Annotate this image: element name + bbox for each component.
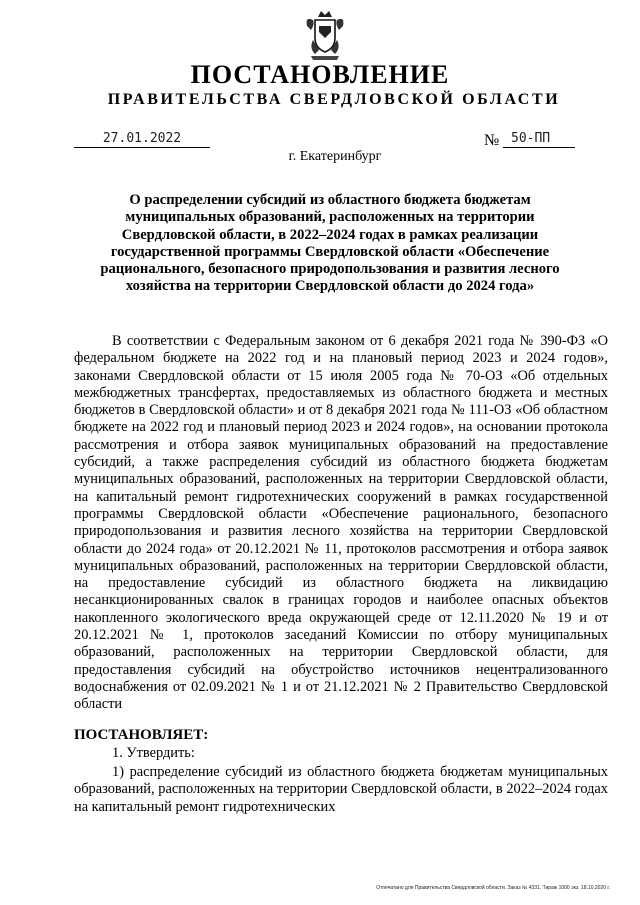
document-title: О распределении субсидий из областного бюджета бюджетам муниципальных образований, расположенных на территории Свердловской области, в 2022–2024 годах в рамках реализации государственной программы Свердловской области «Обеспечение рационального, безопасного природопользования и развития лесного хозяйства на территории Свердловской области до 2024 года» — [100, 192, 560, 295]
resolves-heading: ПОСТАНОВЛЯЕТ: — [74, 727, 209, 743]
number-label: № — [484, 132, 500, 149]
issue-city: г. Екатеринбург — [288, 149, 382, 164]
document-number: 50-ПП — [503, 131, 575, 148]
issuing-authority: ПРАВИТЕЛЬСТВА СВЕРДЛОВСКОЙ ОБЛАСТИ — [107, 91, 561, 108]
document-date: 27.01.2022 — [74, 131, 210, 148]
preamble-paragraph: В соответствии с Федеральным законом от 6 декабря 2021 года № 390-ФЗ «О федеральном бюджете на 2022 год и на плановый период 2023 и 2024 годов», законами Свердловской области от 15 июля 2005 года № 70-ОЗ «Об отдельных межбюджетных трансфертах, предоставляемых из областного бюджета и местных бюджетов в Свердловской области» и от 8 декабря 2021 года № 111-ОЗ «Об областном бюджете на 2022 год и плановый период 2023 и 2024 годов», на основании протокола рассмотрения и отбора заявок муниципальных образований на предоставление субсидий, а также распределения субсидий из областного бюджета бюджетам муниципальных образований, расположенных на территории Свердловской области, на капитальный ремонт гидротехнических сооружений в рамках государственной программы Свердловской области «Обеспечение рационального, безопасного природопользования и развития лесного хозяйства на территории Свердловской области до 2024 года» от 20.12.2021 № 11, протоколов рассмотрения и отбора заявок муниципальных образований, расположенных на территории Свердловской области, на предоставление субсидий из областного бюджета на ликвидацию несанкционированных свалок в границах городов и наиболее опасных объектов накопленного экологического вреда окружающей среде от 12.11.2020 № 19 и от 20.12.2021 № 1, протоколов заседаний Комиссии по отбору муниципальных образований, расположенных на территории Свердловской области, для предоставления субсидий на обустройство источников нецентрализованного водоснабжения от 02.09.2021 № 1 и от 21.12.2021 № 2 Правительство Свердловской области — [74, 333, 608, 713]
item-1-subitem-1: 1) распределение субсидий из областного бюджета бюджетам муниципальных образований, расположенных на территории Свердловской области, в 2022–2024 годах на капитальный ремонт гидротехнических — [74, 764, 608, 815]
item-1: 1. Утвердить: — [112, 745, 195, 761]
print-note: Отпечатано для Правительства Свердловской области. Заказ № 4331. Тираж 1000 экз. 18.10.2020 г. — [376, 885, 610, 891]
coat-of-arms-emblem — [303, 8, 347, 62]
document-type: ПОСТАНОВЛЕНИЕ — [190, 60, 450, 89]
